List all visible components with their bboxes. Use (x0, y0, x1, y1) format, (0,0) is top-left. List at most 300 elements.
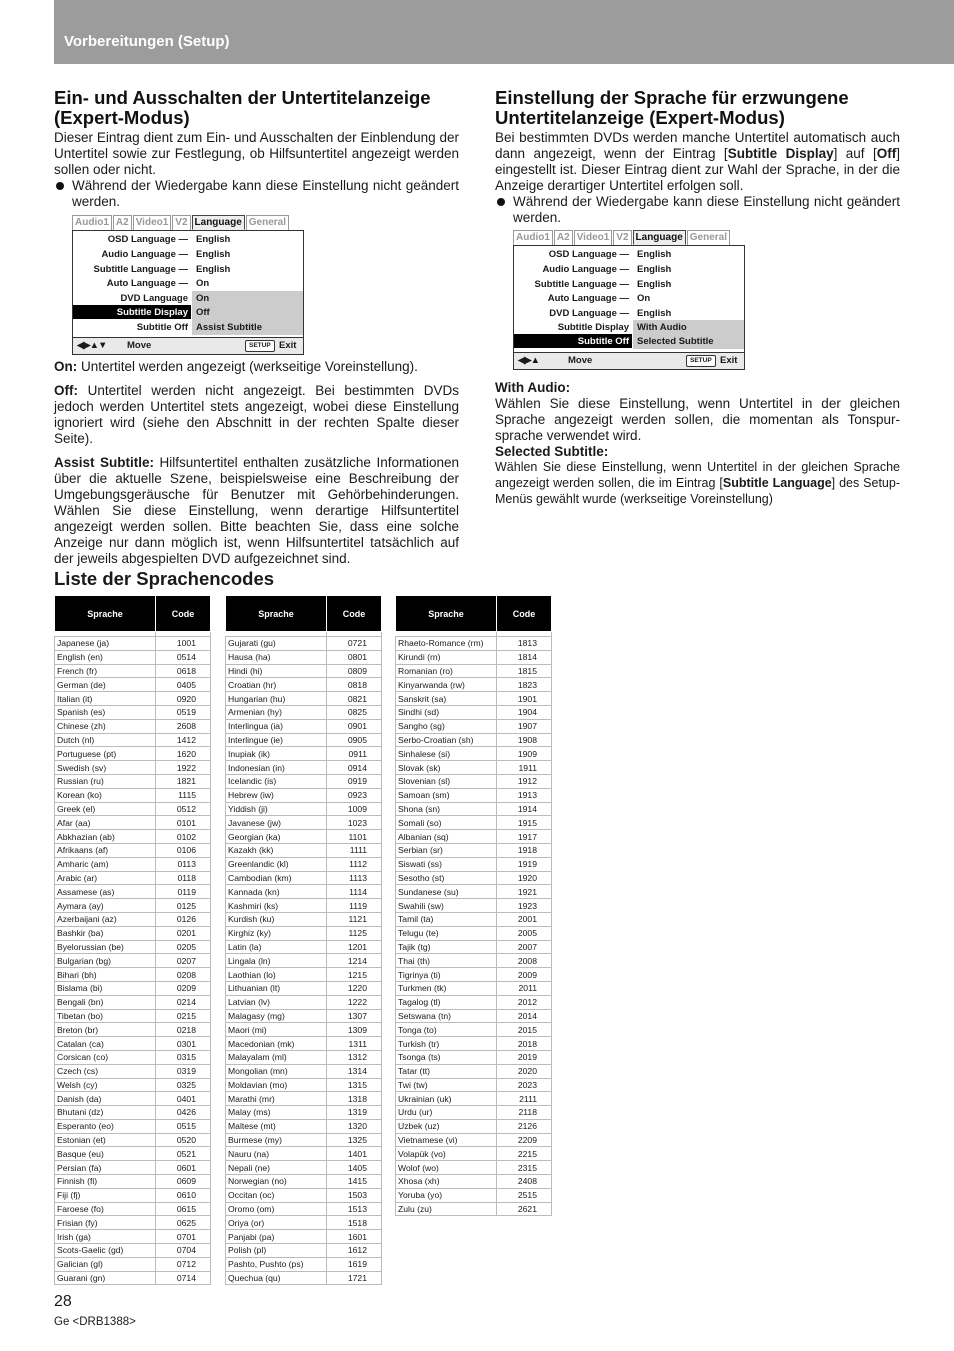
osd-row (514, 291, 744, 306)
table-row (396, 705, 552, 719)
table-row (226, 719, 382, 733)
table-row (396, 954, 552, 968)
language-code: 0923 (327, 788, 382, 802)
osd-row-label: OSD Language — (107, 233, 188, 245)
language-name: Bihari (bh) (55, 968, 156, 982)
language-name: Moldavian (mo) (226, 1078, 327, 1092)
table-row (396, 761, 552, 775)
language-code: 1320 (327, 1119, 382, 1133)
language-code: 0821 (327, 692, 382, 706)
language-code: 0801 (327, 650, 382, 664)
language-name: Hebrew (iw) (226, 788, 327, 802)
language-name: Rhaeto-Romance (rm) (396, 637, 497, 651)
language-code: 0102 (156, 830, 211, 844)
assist-description: Assist Subtitle: Hilfsuntertitel enthalten zusätzliche Informationen über die aktuelle Szene, beispielsweise eine Beschreibung der Umgebungsgeräusche für Benutzer mit Gehörbehinderungen. Wählen Sie diese Einstellung, wenn derartige Hilfsuntertitel angezeigt werden sollen. Bitte beachten Sie, dass eine solche Anzeige nur dann möglich ist, wenn Hilfsuntertitel tatsächlich auf der jeweils abgespielten DVD aufgezeichnet sind. (54, 455, 459, 566)
language-code: 1401 (327, 1147, 382, 1161)
osd-row-value: English (637, 279, 672, 291)
osd-row (73, 247, 303, 262)
language-code: 1307 (327, 1009, 382, 1023)
language-code: 2020 (497, 1064, 552, 1078)
table-row (226, 1188, 382, 1202)
table-row (396, 843, 552, 857)
table-row (396, 1133, 552, 1147)
language-code: 0809 (327, 664, 382, 678)
language-code: 1220 (327, 981, 382, 995)
language-code: 0920 (156, 692, 211, 706)
table-row (55, 719, 211, 733)
table-row (396, 1161, 552, 1175)
language-name: Tamil (ta) (396, 912, 497, 926)
table-row (226, 747, 382, 761)
language-name: Latin (la) (226, 940, 327, 954)
osd-row-label: Audio Language — (101, 248, 188, 260)
osd-tab-language: Language (192, 215, 245, 230)
table-row (396, 899, 552, 913)
table-row (226, 678, 382, 692)
language-code: 2023 (497, 1078, 552, 1092)
table-row (226, 802, 382, 816)
language-code: 0106 (156, 843, 211, 857)
language-name: Oromo (om) (226, 1202, 327, 1216)
table-row (226, 899, 382, 913)
table-row (396, 816, 552, 830)
language-code: 1908 (497, 733, 552, 747)
table-row (396, 1119, 552, 1133)
language-name: Sindhi (sd) (396, 705, 497, 719)
language-name: Javanese (jw) (226, 816, 327, 830)
language-name: Croatian (hr) (226, 678, 327, 692)
table-row (226, 1175, 382, 1189)
language-name: Maori (mi) (226, 1023, 327, 1037)
language-code: 2007 (497, 940, 552, 954)
table-row (55, 1175, 211, 1189)
language-name: Ukrainian (uk) (396, 1092, 497, 1106)
language-name: Zulu (zu) (396, 1202, 497, 1216)
language-name: Twi (tw) (396, 1078, 497, 1092)
osd-row (73, 320, 303, 335)
osd-row-label: Subtitle Display (557, 322, 629, 334)
table-row (396, 1050, 552, 1064)
table-row (55, 871, 211, 885)
language-code: 0207 (156, 954, 211, 968)
table-row (226, 1078, 382, 1092)
osd-row-label: Subtitle Off (577, 336, 629, 348)
language-name: Albanian (sq) (396, 830, 497, 844)
language-name: Tsonga (ts) (396, 1050, 497, 1064)
table-row (226, 816, 382, 830)
table-row (396, 871, 552, 885)
table-row (396, 1147, 552, 1161)
language-code: 0615 (156, 1202, 211, 1216)
language-code: 0119 (156, 885, 211, 899)
language-code: 2515 (497, 1188, 552, 1202)
language-code: 2019 (497, 1050, 552, 1064)
language-name: Lingala (ln) (226, 954, 327, 968)
language-code: 2315 (497, 1161, 552, 1175)
osd-tabs (72, 214, 304, 230)
language-code: 1311 (327, 1037, 382, 1051)
language-name: Bashkir (ba) (55, 926, 156, 940)
table-row (226, 1119, 382, 1133)
table-row (55, 899, 211, 913)
language-code: 0126 (156, 912, 211, 926)
language-name: French (fr) (55, 664, 156, 678)
osd-tab-general: General (687, 230, 730, 245)
language-code: 0721 (327, 637, 382, 651)
language-name: Fiji (fj) (55, 1188, 156, 1202)
language-code: 1415 (327, 1175, 382, 1189)
language-name: Amharic (am) (55, 857, 156, 871)
table-row (396, 1092, 552, 1106)
page-number: 28 (54, 1293, 72, 1310)
table-row (396, 1202, 552, 1216)
table-row (55, 885, 211, 899)
table-row (396, 664, 552, 678)
language-name: Kannada (kn) (226, 885, 327, 899)
language-code: 1920 (497, 871, 552, 885)
table-row (55, 1230, 211, 1244)
table-row (55, 954, 211, 968)
language-code: 0405 (156, 678, 211, 692)
language-code: 0319 (156, 1064, 211, 1078)
language-name: Setswana (tn) (396, 1009, 497, 1023)
table-row (55, 774, 211, 788)
language-name: Sundanese (su) (396, 885, 497, 899)
language-name: Malay (ms) (226, 1106, 327, 1120)
table-row (55, 1064, 211, 1078)
language-name: Norwegian (no) (226, 1175, 327, 1189)
table-row (396, 1188, 552, 1202)
language-code: 0426 (156, 1106, 211, 1120)
language-code: 1119 (327, 899, 382, 913)
language-code: 1318 (327, 1092, 382, 1106)
language-name: Bulgarian (bg) (55, 954, 156, 968)
language-name: Swedish (sv) (55, 761, 156, 775)
language-name: Maltese (mt) (226, 1119, 327, 1133)
language-name: German (de) (55, 678, 156, 692)
language-code: 0704 (156, 1244, 211, 1258)
osd-row-value: Assist Subtitle (196, 321, 262, 333)
table-row (226, 940, 382, 954)
osd-row-value: English (637, 264, 672, 276)
language-code: 0519 (156, 705, 211, 719)
language-code: 1911 (497, 761, 552, 775)
language-name: Basque (eu) (55, 1147, 156, 1161)
table-row (226, 692, 382, 706)
language-name: Burmese (my) (226, 1133, 327, 1147)
osd-row-value: Selected Subtitle (637, 336, 714, 348)
language-code: 1823 (497, 678, 552, 692)
language-code: 1909 (497, 747, 552, 761)
language-name: Quechua (qu) (226, 1271, 327, 1285)
language-code: 2009 (497, 968, 552, 982)
osd-exit-label: Exit (279, 339, 297, 351)
osd-row (514, 277, 744, 292)
table-row (55, 802, 211, 816)
table-row (55, 940, 211, 954)
language-name: Oriya (or) (226, 1216, 327, 1230)
language-name: Chinese (zh) (55, 719, 156, 733)
language-code: 0625 (156, 1216, 211, 1230)
language-code: 1023 (327, 816, 382, 830)
language-name: Marathi (mr) (226, 1092, 327, 1106)
osd-tab-video1: Video1 (133, 215, 172, 230)
language-code: 1114 (327, 885, 382, 899)
table-row (226, 788, 382, 802)
language-name: Japanese (ja) (55, 637, 156, 651)
osd-move-label: Move (568, 355, 593, 367)
table-row (396, 1023, 552, 1037)
table-row (396, 968, 552, 982)
osd-row (514, 334, 744, 349)
table-row (55, 857, 211, 871)
language-code: 0911 (327, 747, 382, 761)
language-name: Georgian (ka) (226, 830, 327, 844)
language-name: Breton (br) (55, 1023, 156, 1037)
osd-row-label: Subtitle Display (116, 306, 188, 318)
table-row (396, 912, 552, 926)
language-code: 1601 (327, 1230, 382, 1244)
language-name: Malagasy (mg) (226, 1009, 327, 1023)
table-row (55, 637, 211, 651)
language-name: Laothian (lo) (226, 968, 327, 982)
language-name: Spanish (es) (55, 705, 156, 719)
table-row (226, 954, 382, 968)
language-name: Afrikaans (af) (55, 843, 156, 857)
language-name: Abkhazian (ab) (55, 830, 156, 844)
osd-row (73, 291, 303, 306)
table-row (55, 968, 211, 982)
language-name: Samoan (sm) (396, 788, 497, 802)
right-column (495, 88, 900, 508)
table-row (226, 981, 382, 995)
table-row (396, 637, 552, 651)
table-row (55, 1009, 211, 1023)
osd-tab-video1: Video1 (574, 230, 613, 245)
table-row (55, 1188, 211, 1202)
osd-row-label: DVD Language (120, 292, 188, 304)
language-name: Faroese (fo) (55, 1202, 156, 1216)
language-name: Thai (th) (396, 954, 497, 968)
osd-setup-badge: SETUP (686, 355, 716, 367)
language-name: Welsh (cy) (55, 1078, 156, 1092)
right-osd-screen (513, 229, 745, 370)
selected-subtitle-label: Selected Subtitle: (495, 444, 609, 460)
language-name: Pashto, Pushto (ps) (226, 1257, 327, 1271)
language-code: 1009 (327, 802, 382, 816)
language-code: 0208 (156, 968, 211, 982)
table-row (226, 1257, 382, 1271)
osd-menu-box (513, 245, 745, 370)
language-name: Slovak (sk) (396, 761, 497, 775)
section-title: Vorbereitungen (Setup) (64, 33, 230, 50)
table-row (226, 995, 382, 1009)
table-row (396, 1037, 552, 1051)
table-row (396, 995, 552, 1009)
language-name: Xhosa (xh) (396, 1175, 497, 1189)
table-row (55, 1050, 211, 1064)
table-row (226, 926, 382, 940)
selected-subtitle-text: Wählen Sie diese Einstellung, wenn Untertitel in der gleichen Sprache angezeigt werden sollen, die im Eintrag [Subtitle Language] des Setup-Menüs gewählt wurde (werkseitige Voreinstellung) (495, 459, 900, 506)
language-code: 0101 (156, 816, 211, 830)
table-row (226, 968, 382, 982)
language-code: 1921 (497, 885, 552, 899)
right-bullet: Während der Wiedergabe kann diese Einstellung nicht geändert werden. (495, 194, 900, 226)
language-code: 0512 (156, 802, 211, 816)
language-name: Portuguese (pt) (55, 747, 156, 761)
osd-row-label: Subtitle Language — (93, 263, 188, 275)
code-table-2 (225, 595, 382, 1285)
language-name: Tajik (tg) (396, 940, 497, 954)
language-name: Assamese (as) (55, 885, 156, 899)
table-row (396, 981, 552, 995)
language-code: 0118 (156, 871, 211, 885)
language-code: 2608 (156, 719, 211, 733)
language-name: Volapük (vo) (396, 1147, 497, 1161)
language-code: 1815 (497, 664, 552, 678)
table-row (55, 747, 211, 761)
language-name: Cambodian (km) (226, 871, 327, 885)
language-code: 2005 (497, 926, 552, 940)
language-name: Slovenian (sl) (396, 774, 497, 788)
language-code: 1922 (156, 761, 211, 775)
doc-code: Ge <DRB1388> (54, 1316, 136, 1328)
table-row (55, 705, 211, 719)
language-name: Kinyarwanda (rw) (396, 678, 497, 692)
language-name: Somali (so) (396, 816, 497, 830)
language-code: 0601 (156, 1161, 211, 1175)
table-row (226, 1023, 382, 1037)
table-row (55, 788, 211, 802)
language-name: Byelorussian (be) (55, 940, 156, 954)
table-row (226, 761, 382, 775)
language-code: 2001 (497, 912, 552, 926)
osd-arrows-icon: ◀▶▲▼ (77, 339, 107, 351)
language-code: 0205 (156, 940, 211, 954)
language-code: 0401 (156, 1092, 211, 1106)
language-code: 0818 (327, 678, 382, 692)
table-row (226, 664, 382, 678)
language-name: Romanian (ro) (396, 664, 497, 678)
language-code: 1518 (327, 1216, 382, 1230)
language-name: Serbo-Croatian (sh) (396, 733, 497, 747)
language-name: Tonga (to) (396, 1023, 497, 1037)
language-name: Occitan (oc) (226, 1188, 327, 1202)
language-name: Indonesian (in) (226, 761, 327, 775)
table-row (396, 774, 552, 788)
language-code: 1913 (497, 788, 552, 802)
table-row (55, 1257, 211, 1271)
osd-row (514, 247, 744, 262)
table-row (396, 719, 552, 733)
language-name: Bhutani (dz) (55, 1106, 156, 1120)
language-code: 0209 (156, 981, 211, 995)
language-name: Galician (gl) (55, 1257, 156, 1271)
language-name: Serbian (sr) (396, 843, 497, 857)
language-name: Lithuanian (lt) (226, 981, 327, 995)
language-name: Kurdish (ku) (226, 912, 327, 926)
table-row (55, 1106, 211, 1120)
language-code: 0218 (156, 1023, 211, 1037)
language-name: Kirghiz (ky) (226, 926, 327, 940)
table-row (226, 650, 382, 664)
language-code: 2011 (497, 981, 552, 995)
language-code: 1412 (156, 733, 211, 747)
language-code: 1312 (327, 1050, 382, 1064)
language-name: Hindi (hi) (226, 664, 327, 678)
language-code: 1915 (497, 816, 552, 830)
language-name: Hungarian (hu) (226, 692, 327, 706)
osd-tab-a2: A2 (113, 215, 132, 230)
language-name: Azerbaijani (az) (55, 912, 156, 926)
language-name: Greek (el) (55, 802, 156, 816)
language-name: Vietnamese (vi) (396, 1133, 497, 1147)
osd-tab-v2: V2 (613, 230, 631, 245)
table-row (226, 843, 382, 857)
table-row (55, 981, 211, 995)
language-name: Sesotho (st) (396, 871, 497, 885)
table-row (226, 1216, 382, 1230)
language-code: 0520 (156, 1133, 211, 1147)
language-name: Frisian (fy) (55, 1216, 156, 1230)
language-code: 1113 (327, 871, 382, 885)
table-row (396, 926, 552, 940)
language-code: 0825 (327, 705, 382, 719)
osd-row-value: English (196, 263, 231, 275)
language-name: Bengali (bn) (55, 995, 156, 1009)
table-row (226, 1092, 382, 1106)
language-code: 2008 (497, 954, 552, 968)
table-row (55, 650, 211, 664)
osd-row (73, 276, 303, 291)
language-code: 1821 (156, 774, 211, 788)
osd-tab-audio1: Audio1 (72, 215, 112, 230)
with-audio-text: Wählen Sie diese Einstellung, wenn Untertitel in der gleichen Sprache angezeigt werden sollen, die momentan als Tonspur-sprache verwendet wird. (495, 396, 900, 444)
osd-row-label: Auto Language — (106, 277, 188, 289)
language-code: 1907 (497, 719, 552, 733)
osd-row-value: Off (196, 306, 210, 318)
language-code: 0914 (327, 761, 382, 775)
language-code: 2215 (497, 1147, 552, 1161)
table-row (226, 871, 382, 885)
table-row (226, 1147, 382, 1161)
table-row (55, 1271, 211, 1285)
col-header-language: Sprache (396, 596, 497, 632)
osd-row-value: English (637, 249, 672, 261)
table-row (396, 1175, 552, 1189)
language-code: 0618 (156, 664, 211, 678)
language-code: 0215 (156, 1009, 211, 1023)
language-name: Corsican (co) (55, 1050, 156, 1064)
table-row (396, 1064, 552, 1078)
language-code: 1325 (327, 1133, 382, 1147)
osd-tab-v2: V2 (172, 215, 190, 230)
table-row (226, 857, 382, 871)
language-name: Icelandic (is) (226, 774, 327, 788)
language-name: English (en) (55, 650, 156, 664)
table-row (226, 1161, 382, 1175)
language-code: 1111 (327, 843, 382, 857)
table-row (55, 1147, 211, 1161)
language-code: 0113 (156, 857, 211, 871)
language-name: Macedonian (mk) (226, 1037, 327, 1051)
table-row (396, 940, 552, 954)
language-name: Latvian (lv) (226, 995, 327, 1009)
osd-row-label: OSD Language — (548, 249, 629, 261)
osd-row-label: Subtitle Language — (534, 279, 629, 291)
language-code: 0521 (156, 1147, 211, 1161)
language-code: 1201 (327, 940, 382, 954)
